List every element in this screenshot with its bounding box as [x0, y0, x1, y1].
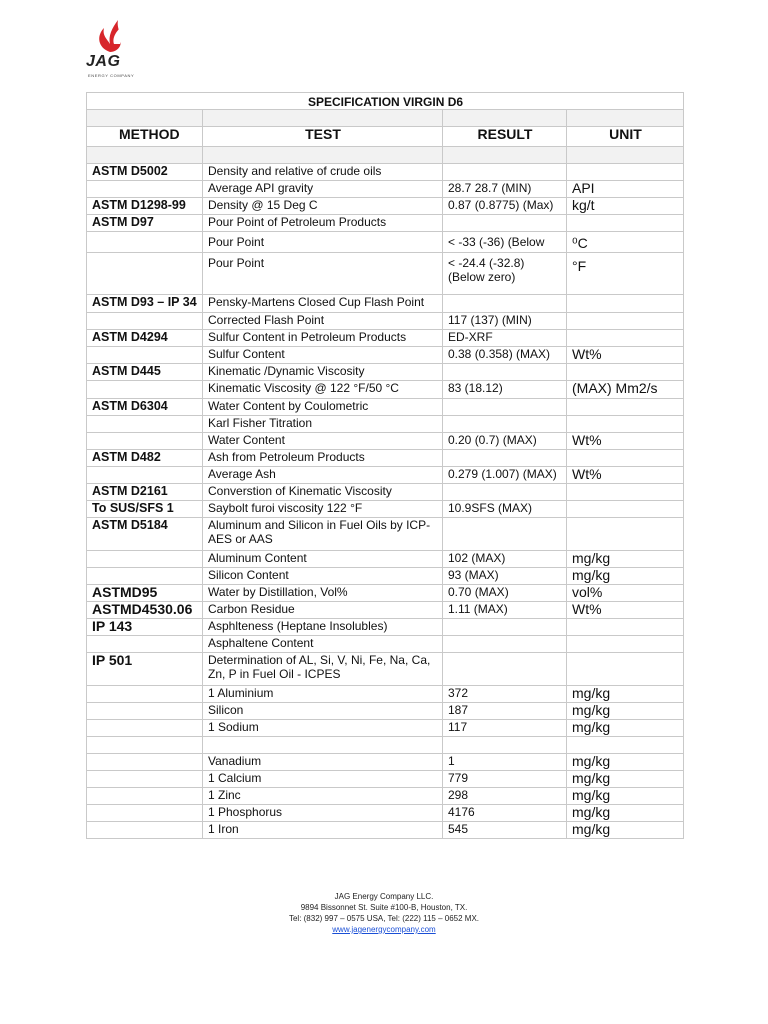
cell-method: ASTM D93 – IP 34: [87, 295, 203, 313]
cell-method: ASTM D6304: [87, 399, 203, 416]
cell-result: 93 (MAX): [443, 568, 567, 585]
cell-test: Sulfur Content in Petroleum Products: [203, 330, 443, 347]
cell-method: ASTM D97: [87, 215, 203, 232]
table-row: [87, 215, 684, 232]
cell-test: Carbon Residue: [203, 602, 443, 619]
table-row: [87, 805, 684, 822]
cell-unit: [567, 636, 684, 653]
cell-unit: mg/kg: [567, 568, 684, 585]
cell-unit: mg/kg: [567, 822, 684, 839]
table-row: [87, 181, 684, 198]
table-row: [87, 518, 684, 551]
cell-result: 102 (MAX): [443, 551, 567, 568]
cell-test: Karl Fisher Titration: [203, 416, 443, 433]
cell-test: Ash from Petroleum Products: [203, 450, 443, 467]
cell-test: Kinematic Viscosity @ 122 °F/50 °C: [203, 381, 443, 399]
cell-test: Density @ 15 Deg C: [203, 198, 443, 215]
footer-company: JAG Energy Company LLC.: [334, 892, 434, 901]
table-row: [87, 686, 684, 703]
cell-test: Average Ash: [203, 467, 443, 484]
cell-method: ASTM D5184: [87, 518, 203, 551]
cell-method: ASTM D2161: [87, 484, 203, 501]
table-row: [87, 295, 684, 313]
table-row: [87, 737, 684, 754]
table-row: [87, 313, 684, 330]
cell-result: [443, 416, 567, 433]
cell-result: [443, 164, 567, 181]
cell-test: Water Content by Coulometric: [203, 399, 443, 416]
cell-result: 0.38 (0.358) (MAX): [443, 347, 567, 364]
cell-result: [443, 364, 567, 381]
footer-address: 9894 Bissonnet St. Suite #100-B, Houston, TX.: [300, 903, 468, 912]
logo-wordmark: JAG: [86, 53, 121, 70]
cell-method: [87, 253, 203, 295]
cell-unit: [567, 450, 684, 467]
cell-test: [203, 737, 443, 754]
cell-result: [443, 636, 567, 653]
cell-method: [87, 788, 203, 805]
table-row: [87, 636, 684, 653]
cell-result: < -33 (-36) (Below: [443, 232, 567, 253]
cell-result: 0.70 (MAX): [443, 585, 567, 602]
header-result: RESULT: [443, 127, 567, 147]
cell-method: ASTMD95: [87, 585, 203, 602]
table-row: [87, 568, 684, 585]
table-row: [87, 585, 684, 602]
cell-unit: [567, 484, 684, 501]
cell-result: ED-XRF: [443, 330, 567, 347]
table-row: [87, 232, 684, 253]
cell-result: 28.7 28.7 (MIN): [443, 181, 567, 198]
cell-result: 298: [443, 788, 567, 805]
table-row: [87, 364, 684, 381]
cell-result: 372: [443, 686, 567, 703]
cell-test: 1 Sodium: [203, 720, 443, 737]
footer-phone: Tel: (832) 997 – 0575 USA, Tel: (222) 115 – 0652 MX.: [288, 914, 480, 923]
cell-method: ASTMD4530.06: [87, 602, 203, 619]
table-row: [87, 433, 684, 450]
footer: [0, 891, 768, 935]
cell-unit: mg/kg: [567, 771, 684, 788]
cell-test: Average API gravity: [203, 181, 443, 198]
cell-method: [87, 433, 203, 450]
cell-result: 117: [443, 720, 567, 737]
table-row: [87, 416, 684, 433]
cell-result: 0.20 (0.7) (MAX): [443, 433, 567, 450]
cell-method: [87, 568, 203, 585]
cell-unit: [567, 330, 684, 347]
cell-test: 1 Aluminium: [203, 686, 443, 703]
table-row: [87, 450, 684, 467]
cell-method: IP 143: [87, 619, 203, 636]
table-row: [87, 602, 684, 619]
cell-result: [443, 619, 567, 636]
cell-test: Aluminum Content: [203, 551, 443, 568]
header-method: METHOD: [87, 127, 203, 147]
cell-test: 1 Zinc: [203, 788, 443, 805]
table-row: [87, 164, 684, 181]
cell-method: [87, 703, 203, 720]
footer-website-link[interactable]: www.jagenergycompany.com: [332, 925, 436, 934]
cell-unit: mg/kg: [567, 788, 684, 805]
cell-test: Asphaltene Content: [203, 636, 443, 653]
logo-subtitle: ENERGY COMPANY: [88, 73, 135, 78]
cell-result: [443, 737, 567, 754]
cell-method: [87, 771, 203, 788]
cell-test: 1 Phosphorus: [203, 805, 443, 822]
cell-unit: mg/kg: [567, 720, 684, 737]
table-row: [87, 788, 684, 805]
cell-test: Saybolt furoi viscosity 122 °F: [203, 501, 443, 518]
cell-unit: [567, 215, 684, 232]
cell-unit: Wt%: [567, 467, 684, 484]
cell-method: [87, 805, 203, 822]
cell-method: [87, 181, 203, 198]
specification-table: [86, 92, 684, 839]
cell-test: 1 Calcium: [203, 771, 443, 788]
cell-method: [87, 686, 203, 703]
table-row: [87, 551, 684, 568]
cell-unit: (MAX) Mm2/s: [567, 381, 684, 399]
cell-test: Converstion of Kinematic Viscosity: [203, 484, 443, 501]
cell-test: Pour Point: [203, 232, 443, 253]
cell-test: Asphlteness (Heptane Insolubles): [203, 619, 443, 636]
cell-unit: [567, 416, 684, 433]
cell-unit: mg/kg: [567, 703, 684, 720]
cell-unit: [567, 518, 684, 551]
table-row: [87, 653, 684, 686]
cell-result: [443, 653, 567, 686]
cell-unit: vol%: [567, 585, 684, 602]
cell-unit: [567, 164, 684, 181]
cell-test: Water Content: [203, 433, 443, 450]
cell-unit: Wt%: [567, 433, 684, 450]
table-row: [87, 484, 684, 501]
cell-test: Water by Distillation, Vol%: [203, 585, 443, 602]
cell-test: Silicon Content: [203, 568, 443, 585]
cell-result: 10.9SFS (MAX): [443, 501, 567, 518]
cell-result: 0.279 (1.007) (MAX): [443, 467, 567, 484]
cell-result: [443, 450, 567, 467]
cell-unit: mg/kg: [567, 754, 684, 771]
cell-result: [443, 399, 567, 416]
cell-unit: [567, 399, 684, 416]
cell-result: 779: [443, 771, 567, 788]
table-row: [87, 754, 684, 771]
cell-method: [87, 232, 203, 253]
cell-method: [87, 347, 203, 364]
cell-unit: mg/kg: [567, 805, 684, 822]
flame-icon: [86, 14, 142, 54]
cell-test: Pensky-Martens Closed Cup Flash Point: [203, 295, 443, 313]
header-test: TEST: [203, 127, 443, 147]
cell-test: Density and relative of crude oils: [203, 164, 443, 181]
cell-method: [87, 754, 203, 771]
cell-unit: ⁰C: [567, 232, 684, 253]
cell-test: Pour Point: [203, 253, 443, 295]
cell-method: [87, 313, 203, 330]
table-row: [87, 771, 684, 788]
cell-unit: [567, 364, 684, 381]
cell-method: [87, 720, 203, 737]
cell-unit: [567, 295, 684, 313]
table-row: [87, 253, 684, 295]
cell-method: [87, 737, 203, 754]
table-row: [87, 467, 684, 484]
table-row: [87, 381, 684, 399]
cell-test: Determination of AL, Si, V, Ni, Fe, Na, Ca, Zn, P in Fuel Oil - ICPES: [203, 653, 443, 686]
cell-result: 4176: [443, 805, 567, 822]
cell-result: [443, 484, 567, 501]
cell-unit: API: [567, 181, 684, 198]
table-row: [87, 501, 684, 518]
cell-test: 1 Iron: [203, 822, 443, 839]
cell-test: Sulfur Content: [203, 347, 443, 364]
cell-unit: [567, 653, 684, 686]
cell-test: Corrected Flash Point: [203, 313, 443, 330]
cell-unit: kg/t: [567, 198, 684, 215]
cell-result: 1.11 (MAX): [443, 602, 567, 619]
table-row: [87, 198, 684, 215]
table-row: [87, 619, 684, 636]
cell-unit: [567, 619, 684, 636]
cell-unit: Wt%: [567, 602, 684, 619]
company-logo: [86, 14, 142, 84]
table-row: [87, 330, 684, 347]
cell-test: Silicon: [203, 703, 443, 720]
cell-method: ASTM D445: [87, 364, 203, 381]
cell-result: 187: [443, 703, 567, 720]
cell-method: [87, 381, 203, 399]
cell-unit: °F: [567, 253, 684, 295]
cell-method: [87, 467, 203, 484]
cell-unit: mg/kg: [567, 551, 684, 568]
cell-method: [87, 822, 203, 839]
cell-result: 117 (137) (MIN): [443, 313, 567, 330]
cell-method: ASTM D482: [87, 450, 203, 467]
cell-method: ASTM D5002: [87, 164, 203, 181]
cell-test: Vanadium: [203, 754, 443, 771]
table-row: [87, 399, 684, 416]
cell-result: [443, 518, 567, 551]
cell-result: [443, 215, 567, 232]
cell-unit: Wt%: [567, 347, 684, 364]
cell-unit: [567, 313, 684, 330]
cell-unit: [567, 501, 684, 518]
header-unit: UNIT: [567, 127, 684, 147]
cell-result: < -24.4 (-32.8) (Below zero): [443, 253, 567, 295]
table-row: [87, 822, 684, 839]
cell-method: ASTM D4294: [87, 330, 203, 347]
cell-result: 83 (18.12): [443, 381, 567, 399]
cell-unit: [567, 737, 684, 754]
cell-result: 545: [443, 822, 567, 839]
cell-result: 0.87 (0.8775) (Max): [443, 198, 567, 215]
cell-test: Aluminum and Silicon in Fuel Oils by ICP-AES or AAS: [203, 518, 443, 551]
table-row: [87, 720, 684, 737]
cell-method: IP 501: [87, 653, 203, 686]
cell-method: To SUS/SFS 1: [87, 501, 203, 518]
cell-result: 1: [443, 754, 567, 771]
cell-method: ASTM D1298-99: [87, 198, 203, 215]
cell-test: Kinematic /Dynamic Viscosity: [203, 364, 443, 381]
table-row: [87, 703, 684, 720]
cell-method: [87, 551, 203, 568]
table-row: [87, 347, 684, 364]
table-title: SPECIFICATION VIRGIN D6: [87, 93, 684, 110]
cell-unit: mg/kg: [567, 686, 684, 703]
cell-test: Pour Point of Petroleum Products: [203, 215, 443, 232]
cell-method: [87, 636, 203, 653]
cell-method: [87, 416, 203, 433]
cell-result: [443, 295, 567, 313]
